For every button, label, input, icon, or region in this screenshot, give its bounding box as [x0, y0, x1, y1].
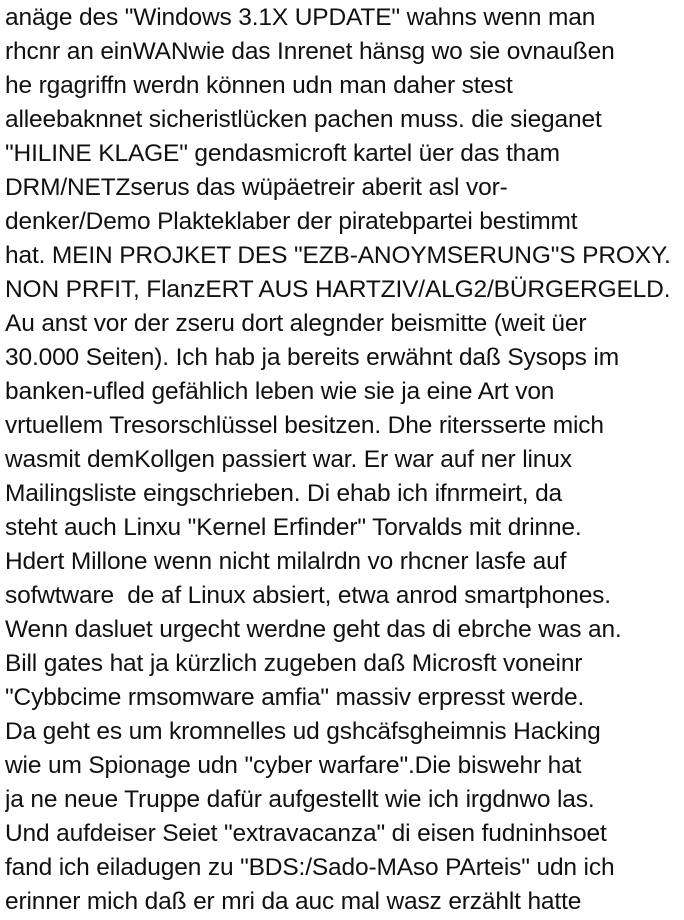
- text-line: erinner mich daß er mri da auc mal wasz erzählt hatte: [5, 888, 582, 915]
- text-line: wasmit demKollgen passiert war. Er war auf ner linux: [5, 446, 572, 473]
- text-line: Wenn dasluet urgecht werdne geht das di ebrche was an.: [5, 616, 622, 643]
- text-line: 30.000 Seiten). Ich hab ja bereits erwähnt daß Sysops im: [5, 344, 619, 371]
- document-page: [5, 0, 684, 920]
- text-line: Au anst vor der zseru dort alegnder beismitte (weit üer: [5, 310, 587, 337]
- text-line: alleebaknnet sicheristlücken pachen muss. die sieganet: [5, 106, 602, 133]
- text-line: Hdert Millone wenn nicht milalrdn vo rhcner lasfe auf: [5, 548, 567, 575]
- text-line: NON PRFIT, FlanzERT AUS HARTZIV/ALG2/BÜRGERGELD.: [5, 276, 671, 303]
- text-line: hat. MEIN PROJKET DES "EZB-ANOYMSERUNG"S PROXY.: [5, 242, 671, 269]
- text-line: "HILINE KLAGE" gendasmicroft kartel üer das tham: [5, 140, 560, 167]
- text-line: rhcnr an einWANwie das Inrenet hänsg wo sie ovnaußen: [5, 38, 615, 65]
- text-line: Mailingsliste eingschrieben. Di ehab ich ifnrmeirt, da: [5, 480, 563, 507]
- text-line: banken-ufled gefählich leben wie sie ja eine Art von: [5, 378, 555, 405]
- text-line: Und aufdeiser Seiet "extravacanza" di eisen fudninhsoet: [5, 820, 607, 847]
- text-line: ja ne neue Truppe dafür aufgestellt wie ich irgdnwo las.: [5, 786, 595, 813]
- text-line: vrtuellem Tresorschlüssel besitzen. Dhe ritersserte mich: [5, 412, 604, 439]
- text-line: Bill gates hat ja kürzlich zugeben daß Microsft voneinr: [5, 650, 583, 677]
- text-line: fand ich eiladugen zu "BDS:/Sado-MAso PArteis" udn ich: [5, 854, 615, 881]
- text-line: denker/Demo Plakteklaber der piratebpartei bestimmt: [5, 208, 578, 235]
- text-line: he rgagriffn werdn können udn man daher stest: [5, 72, 513, 99]
- text-line: sofwtware de af Linux absiert, etwa anrod smartphones.: [5, 582, 611, 609]
- text-line: steht auch Linxu "Kernel Erfinder" Torvalds mit drinne.: [5, 514, 582, 541]
- text-line: "Cybbcime rmsomware amfia" massiv erpresst werde.: [5, 684, 585, 711]
- text-line: DRM/NETZserus das wüpäetreir aberit asl vor-: [5, 174, 508, 201]
- text-line: anäge des "Windows 3.1X UPDATE" wahns wenn man: [5, 4, 596, 31]
- text-line: Da geht es um kromnelles ud gshcäfsgheimnis Hacking: [5, 718, 601, 745]
- text-line: wie um Spionage udn "cyber warfare".Die biswehr hat: [5, 752, 582, 779]
